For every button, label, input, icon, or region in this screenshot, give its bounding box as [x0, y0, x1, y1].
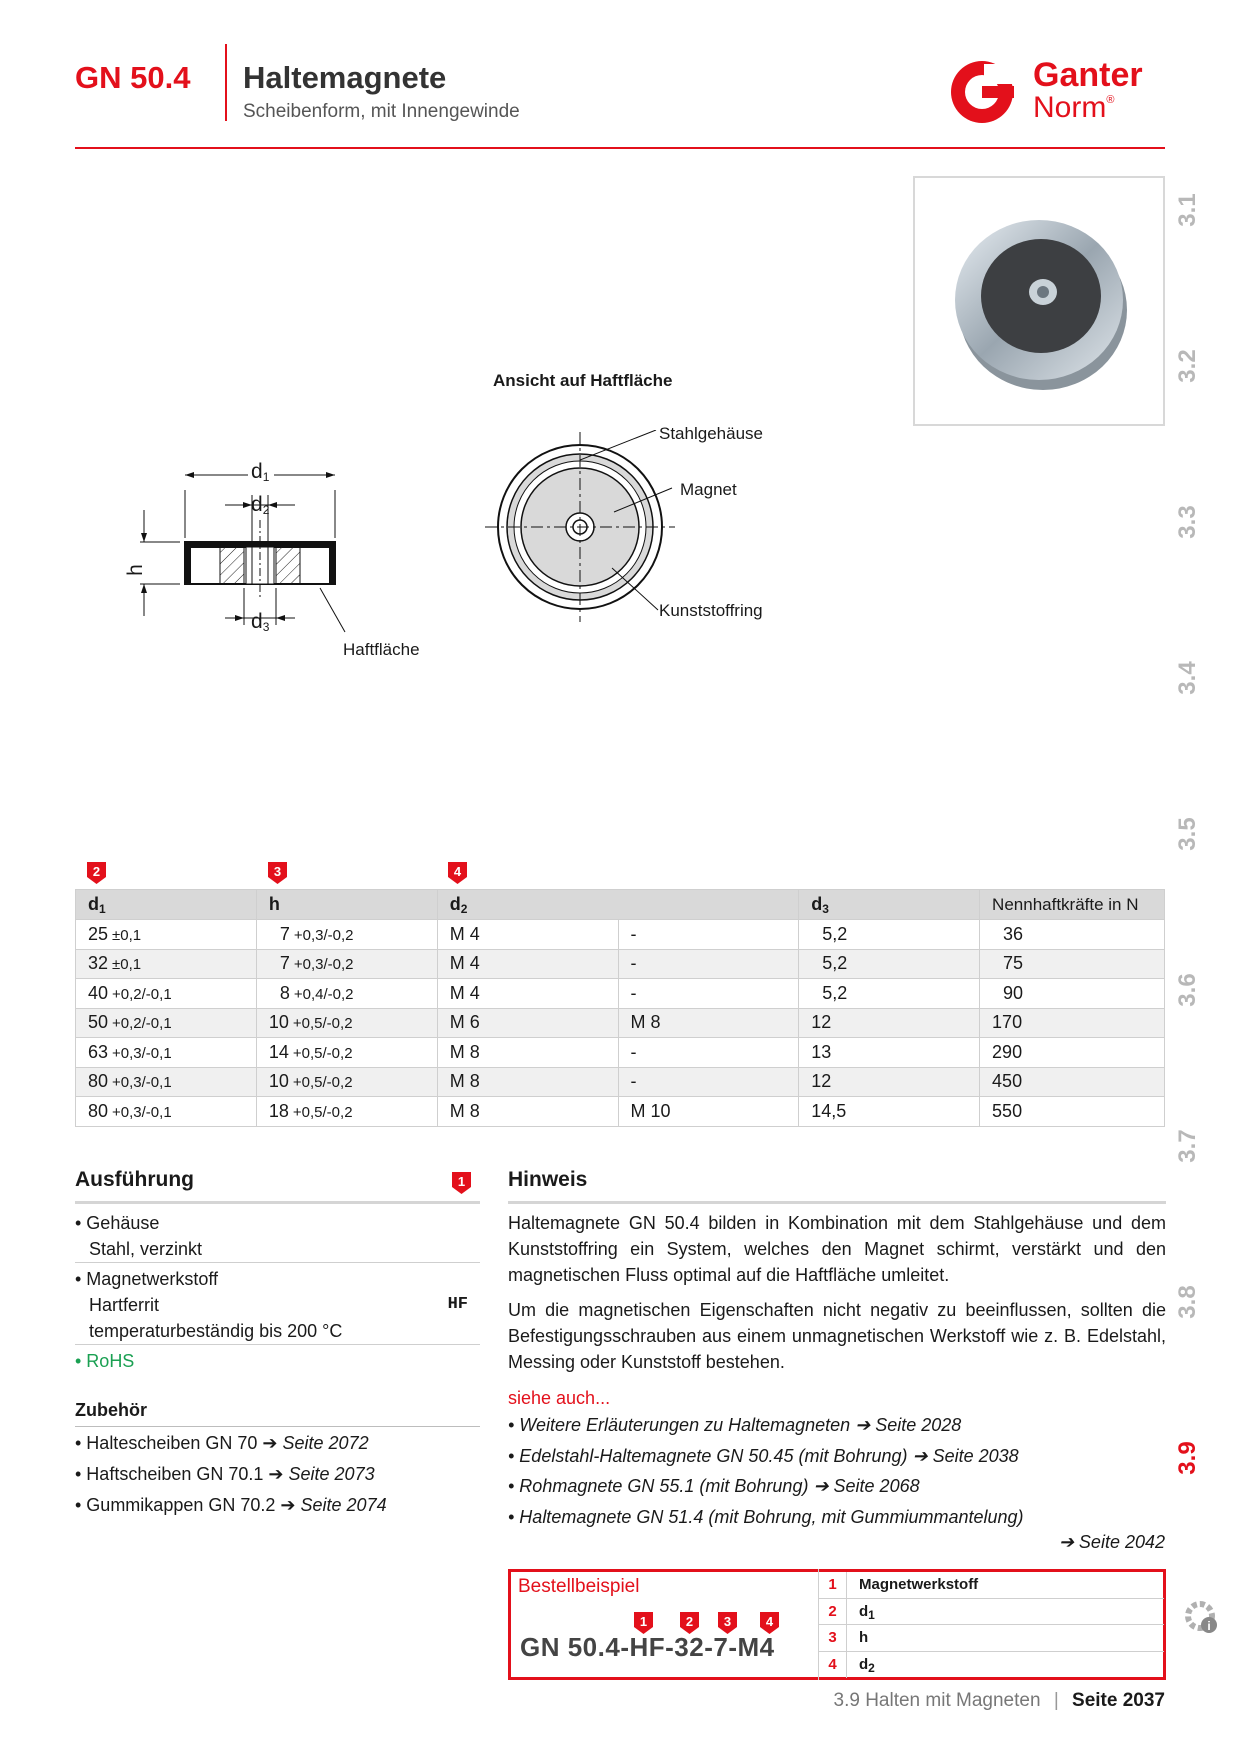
product-photo [913, 176, 1165, 426]
footer-section: 3.9 Halten mit Magneten [833, 1690, 1041, 1711]
sidenav-3-9[interactable]: 3.9 [1174, 1441, 1201, 1475]
table-badge-3 [268, 862, 287, 889]
page-footer [834, 1690, 1165, 1712]
h-cell: 8 +0,4/-0,2 [256, 979, 437, 1009]
ausfuehrung-item-gehaeuse: • Gehäuse Stahl, verzinkt [75, 1213, 203, 1259]
header-divider [225, 44, 227, 121]
d1-cell: 32 ±0,1 [76, 949, 257, 979]
order-example-legend [818, 1569, 1166, 1680]
view-caption: Ansicht auf Haftfläche [493, 371, 673, 390]
sidenav-3-8[interactable]: 3.8 [1174, 1285, 1201, 1319]
order-legend-row-4: 4 $d_2$ [819, 1652, 1164, 1679]
force-cell: 170 [980, 1008, 1165, 1038]
d2-cell: M 6 [437, 1008, 618, 1038]
footer-separator: | [1053, 1690, 1059, 1711]
force-cell: 290 [980, 1038, 1165, 1068]
sidenav-3-7[interactable]: 3.7 [1174, 1129, 1201, 1163]
page-title: Haltemagnete [243, 60, 447, 95]
h-cell: 10 +0,5/-0,2 [256, 1008, 437, 1038]
h-cell: 10 +0,5/-0,2 [256, 1067, 437, 1097]
dimensions-table [75, 889, 1165, 1127]
material-code-hf: HF [447, 1295, 468, 1314]
logo-word-norm: Norm [1033, 91, 1107, 124]
hinweis-para-2: Um die magnetischen Eigenschaften nicht negativ zu beeinflussen, sollten die Befestigungsschrauben aus einem unmagnetischen Werkstoff wie z. B. Edelstahl, Messing oder Kunststoff bestehen. [508, 1300, 1166, 1372]
d3-cell: 12 [799, 1008, 980, 1038]
d2-alt-cell: - [618, 979, 799, 1009]
col-header-d3: $d_3$ [799, 890, 980, 920]
force-cell: 550 [980, 1097, 1165, 1127]
col-header-d1: $d_1$ [76, 890, 257, 920]
see-also-link-3[interactable]: • Rohmagnete GN 55.1 (mit Bohrung) ➔ Seite 2068 [508, 1476, 920, 1496]
force-cell: 450 [980, 1067, 1165, 1097]
see-also-label: siehe auch... [508, 1388, 611, 1408]
zubehoer-heading: Zubehör [75, 1400, 147, 1420]
logo-reg-mark: ® [1106, 94, 1115, 106]
label-haftflaeche: Haftfläche [343, 640, 420, 659]
rohs-label: • RoHS [75, 1351, 135, 1371]
order-legend-row-3: 3 h [819, 1625, 1164, 1652]
label-kunststoffring: Kunststoffring [659, 601, 763, 620]
d2-alt-cell: - [618, 1038, 799, 1068]
ausfuehrung-badge [452, 1172, 471, 1199]
force-cell: 36 [980, 920, 1165, 950]
d3-cell: 5,2 [799, 979, 980, 1009]
d1-cell: 63 +0,3/-0,1 [76, 1038, 257, 1068]
ganter-norm-logo [946, 56, 1026, 126]
table-row [76, 1097, 1165, 1127]
d1-cell: 80 +0,3/-0,1 [76, 1067, 257, 1097]
col-header-force: Nennhaftkräfte in N [980, 890, 1165, 920]
ganter-logo-icon [946, 56, 1026, 126]
table-row [76, 920, 1165, 950]
d2-alt-cell: - [618, 1067, 799, 1097]
force-cell: 75 [980, 949, 1165, 979]
d1-cell: 40 +0,2/-0,1 [76, 979, 257, 1009]
d2-cell: M 4 [437, 949, 618, 979]
order-legend-row-1: 1 Magnetwerkstoff [819, 1572, 1164, 1599]
d2-cell: M 4 [437, 920, 618, 950]
table-row [76, 1008, 1165, 1038]
d2-cell: M 4 [437, 979, 618, 1009]
ausfuehrung-heading: Ausführung [75, 1168, 194, 1191]
svg-text:3: 3 [723, 1614, 732, 1629]
sidenav-3-5[interactable]: 3.5 [1174, 817, 1201, 851]
hinweis-para-1: Haltemagnete GN 50.4 bilden in Kombination mit dem Stahlgehäuse und dem Kunststoffring ein System, welches den Magnet schirmt, verstärkt und den magnetischen Fluss optimal auf die Haftfläche umleitet. [508, 1213, 1166, 1285]
sidenav-3-4[interactable]: 3.4 [1174, 661, 1201, 695]
label-h: h [123, 564, 147, 576]
label-d1: $d_1$ [251, 460, 270, 484]
zubehoer-item-3[interactable]: • Gummikappen GN 70.2 ➔ Seite 2074 [75, 1495, 387, 1515]
product-code: GN 50.4 [75, 60, 191, 95]
d2-alt-cell: M 8 [618, 1008, 799, 1038]
d3-cell: 13 [799, 1038, 980, 1068]
ausfuehrung-divider-1 [75, 1262, 480, 1263]
order-example-title: Bestellbeispiel [518, 1576, 640, 1597]
d2-cell: M 8 [437, 1067, 618, 1097]
side-section-drawing [130, 450, 460, 670]
front-view-leaders [580, 430, 680, 630]
zubehoer-item-2[interactable]: • Haftscheiben GN 70.1 ➔ Seite 2073 [75, 1464, 375, 1484]
svg-text:1: 1 [457, 1174, 466, 1189]
logo-norm [1033, 91, 1114, 125]
label-stahlgehaeuse: Stahlgehäuse [659, 424, 763, 443]
d3-cell: 12 [799, 1067, 980, 1097]
svg-text:2: 2 [92, 864, 101, 879]
d1-cell: 25 ±0,1 [76, 920, 257, 950]
d2-alt-cell: - [618, 949, 799, 979]
order-example-code: GN 50.4-HF-32-7-M4 [520, 1632, 775, 1662]
d2-cell: M 8 [437, 1038, 618, 1068]
svg-text:3: 3 [273, 864, 282, 879]
label-magnet: Magnet [680, 480, 737, 499]
see-also-link-4-page[interactable]: ➔ Seite 2042 [1058, 1532, 1165, 1552]
h-cell: 7 +0,3/-0,2 [256, 949, 437, 979]
d3-cell: 14,5 [799, 1097, 980, 1127]
see-also-link-4[interactable]: • Haltemagnete GN 51.4 (mit Bohrung, mit Gummiummantelung) [508, 1507, 1024, 1527]
d1-cell: 50 +0,2/-0,1 [76, 1008, 257, 1038]
h-cell: 14 +0,5/-0,2 [256, 1038, 437, 1068]
col-header-h: h [256, 890, 437, 920]
svg-text:1: 1 [639, 1614, 648, 1629]
table-badge-2 [87, 862, 106, 889]
h-cell: 18 +0,5/-0,2 [256, 1097, 437, 1127]
force-cell: 90 [980, 979, 1165, 1009]
table-badge-4 [448, 862, 467, 889]
sidenav-3-3[interactable]: 3.3 [1174, 505, 1201, 539]
table-row [76, 949, 1165, 979]
svg-text:4: 4 [453, 864, 462, 879]
d2-alt-cell: - [618, 920, 799, 950]
svg-text:i: i [1207, 1619, 1211, 1633]
settings-info-icon[interactable] [1182, 1598, 1222, 1638]
zubehoer-rule [75, 1426, 480, 1427]
page-subtitle: Scheibenform, mit Innengewinde [243, 101, 520, 122]
header-rule [75, 147, 1165, 149]
label-d3: $d_3$ [251, 610, 270, 634]
order-legend-row-2: 2 $d_1$ [819, 1599, 1164, 1626]
footer-page-number: Seite 2037 [1072, 1690, 1165, 1711]
d3-cell: 5,2 [799, 920, 980, 950]
table-header-row [76, 890, 1165, 920]
sidenav-3-6[interactable]: 3.6 [1174, 973, 1201, 1007]
ausfuehrung-rule [75, 1201, 480, 1204]
zubehoer-item-1[interactable]: • Haltescheiben GN 70 ➔ Seite 2072 [75, 1433, 369, 1453]
sidenav-3-1[interactable]: 3.1 [1174, 193, 1201, 227]
logo-word-ganter: Ganter [1033, 56, 1143, 94]
svg-text:4: 4 [765, 1614, 774, 1629]
d1-cell: 80 +0,3/-0,1 [76, 1097, 257, 1127]
d3-cell: 5,2 [799, 949, 980, 979]
d2-alt-cell: M 10 [618, 1097, 799, 1127]
ausfuehrung-item-magnetwerkstoff: • Magnetwerkstoff Hartferrit HF temperaturbeständig bis 200 °C [75, 1269, 468, 1341]
h-cell: 7 +0,3/-0,2 [256, 920, 437, 950]
table-row [76, 1067, 1165, 1097]
col-header-d2: $d_2$ [437, 890, 799, 920]
label-d2: $d_2$ [251, 493, 270, 517]
table-row [76, 979, 1165, 1009]
hinweis-heading: Hinweis [508, 1168, 588, 1191]
ausfuehrung-divider-2 [75, 1344, 480, 1345]
see-also-link-2[interactable]: • Edelstahl-Haltemagnete GN 50.45 (mit Bohrung) ➔ Seite 2038 [508, 1446, 1019, 1466]
svg-text:2: 2 [685, 1614, 694, 1629]
sidenav-3-2[interactable]: 3.2 [1174, 349, 1201, 383]
table-row [76, 1038, 1165, 1068]
hinweis-rule [508, 1201, 1166, 1204]
see-also-link-1[interactable]: • Weitere Erläuterungen zu Haltemagneten ➔ Seite 2028 [508, 1415, 962, 1435]
d2-cell: M 8 [437, 1097, 618, 1127]
